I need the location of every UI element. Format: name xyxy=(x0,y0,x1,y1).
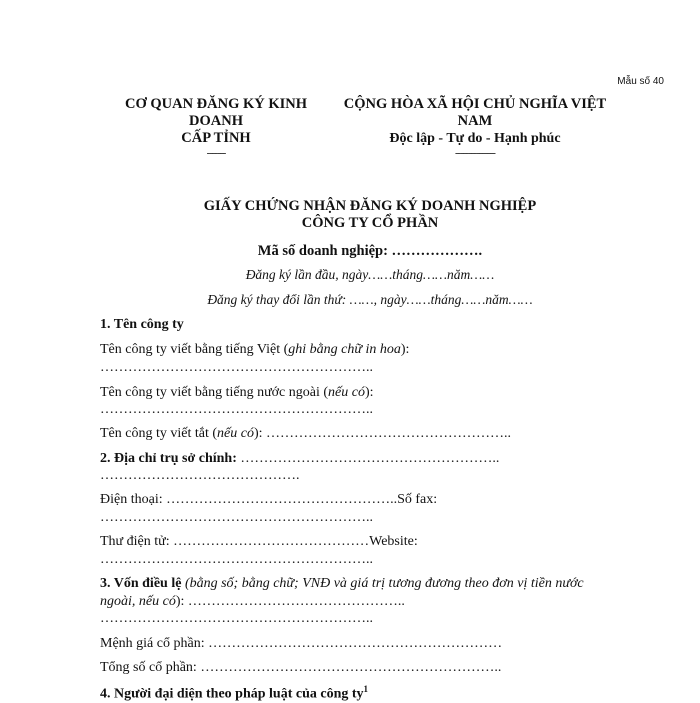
email-website-line: Thư điện tử: ……………………………………Website: xyxy=(100,534,418,549)
footnote-marker: 1 xyxy=(363,684,369,694)
phone-fax-line: Điện thoại: …………………………………………..Số fax: xyxy=(100,492,438,507)
national-header-line2: NAM xyxy=(457,113,493,129)
section-3-heading: 3. Vốn điều lệ xyxy=(100,576,182,591)
change-registration: Đăng ký thay đổi lần thứ: ……, ngày……tháng……năm…… xyxy=(207,292,533,307)
section-1-heading: 1. Tên công ty xyxy=(100,317,184,332)
document-title xyxy=(60,198,680,232)
national-motto-underline: --------------- xyxy=(455,147,495,159)
enterprise-code: Mã số doanh nghiệp: ………………. xyxy=(257,243,483,259)
address-blank: ……………………………………………….. xyxy=(236,451,500,466)
issuing-authority-line3: CẤP TỈNH xyxy=(181,130,251,146)
email-website-blank: ………………………………………………….. xyxy=(100,552,373,567)
issuing-authority-line2: DOANH xyxy=(189,113,243,129)
issuing-authority-underline: ------- xyxy=(206,147,226,159)
issuing-authority xyxy=(96,96,336,159)
label-suffix: ): xyxy=(400,342,410,357)
company-name-foreign-label xyxy=(100,385,374,401)
label-text: Tên công ty viết bằng tiếng nước ngoài ( xyxy=(100,385,329,400)
company-name-short-label xyxy=(100,426,511,442)
label-note: ghi bằng chữ in hoa xyxy=(288,342,401,357)
company-name-vn-blank: ………………………………………………….. xyxy=(100,360,373,375)
national-header-line1: CỘNG HÒA XÃ HỘI CHỦ NGHĨA VIỆT xyxy=(343,96,607,112)
head-office-address xyxy=(100,451,499,467)
par-value: Mệnh giá cổ phần: ……………………………………………………… xyxy=(100,636,503,651)
issuing-authority-line1: CƠ QUAN ĐĂNG KÝ KINH xyxy=(124,96,308,112)
section-4-heading: 4. Người đại diện theo pháp luật của công ty xyxy=(100,686,364,702)
company-name-vn-label xyxy=(100,342,409,358)
company-name-foreign-blank: ………………………………………………….. xyxy=(100,402,373,417)
address-blank-2: ……………………………………. xyxy=(100,468,300,483)
total-shares: Tổng số cổ phần: ……………………………………………………….. xyxy=(100,660,502,675)
label-text: Tên công ty viết bằng tiếng Việt ( xyxy=(100,342,289,357)
national-header xyxy=(330,96,620,159)
first-registration: Đăng ký lần đầu, ngày……tháng……năm…… xyxy=(245,267,495,282)
charter-capital-note-2: ngoài, nếu có xyxy=(100,594,176,609)
label-suffix: ): xyxy=(364,385,374,400)
label-note: nếu có xyxy=(328,385,365,400)
charter-capital xyxy=(100,576,584,592)
charter-capital-blank: ): ……………………………………….. xyxy=(175,594,405,609)
charter-capital-blank-2: ………………………………………………….. xyxy=(100,611,373,626)
section-2-heading: 2. Địa chỉ trụ sở chính: xyxy=(100,451,237,466)
charter-capital-note: (bằng số; bằng chữ; VNĐ và giá trị tương đương theo đơn vị tiền nước xyxy=(181,576,584,591)
label-text: Tên công ty viết tắt ( xyxy=(100,426,218,441)
charter-capital-cont xyxy=(100,594,405,610)
label-suffix: ): …………………………………………….. xyxy=(253,426,512,441)
form-number: Mẫu số 40 xyxy=(617,76,664,87)
phone-fax-blank: ………………………………………………….. xyxy=(100,510,373,525)
national-motto: Độc lập - Tự do - Hạnh phúc xyxy=(389,131,561,146)
label-note: nếu có xyxy=(217,426,254,441)
document-title-line2: CÔNG TY CỔ PHẦN xyxy=(301,215,439,231)
document-title-line1: GIẤY CHỨNG NHẬN ĐĂNG KÝ DOANH NGHIỆP xyxy=(203,198,537,214)
